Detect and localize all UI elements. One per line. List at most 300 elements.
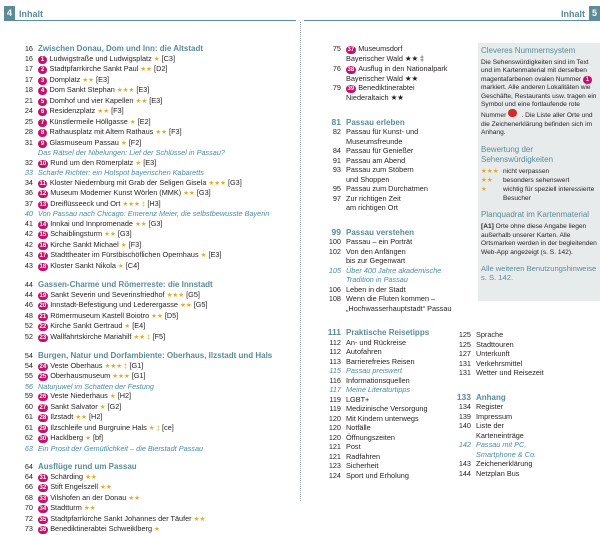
- toc-page-number: 119: [329, 394, 341, 404]
- rating-stars: ★★: [183, 190, 195, 197]
- toc-entry-text: [38, 219, 298, 230]
- toc-entry: [456, 421, 600, 431]
- toc-entry-continuation: [326, 175, 472, 185]
- toc-entry-label: Benediktinerabtei Schweiklberg: [50, 524, 152, 533]
- sight-number-badge-sample: 1: [583, 76, 592, 84]
- sight-number-badge: 39: [347, 86, 355, 92]
- toc-entry: [326, 165, 472, 175]
- toc-page-number: 119: [329, 404, 341, 413]
- rating-stars: ★★: [75, 414, 87, 421]
- toc-entry-label: Praktische Reisetipps: [346, 328, 430, 337]
- toc-entry-label: Ausflüge rund um Passau: [38, 462, 137, 471]
- toc-entry-continuation: [326, 256, 472, 266]
- toc-entry-label: Wallfahrtskirche Mariahilf: [50, 331, 132, 341]
- map-grid-ref: [D2]: [154, 64, 168, 73]
- toc-page-number: 31: [24, 137, 33, 147]
- toc-entry-label: Register: [476, 402, 504, 411]
- toc-entry: [326, 414, 472, 424]
- toc-entry: [326, 366, 472, 376]
- map-grid-ref: [ce]: [162, 422, 174, 432]
- toc-entry-label: Kloster Niedernburg mit Grab der Seligen Gisela: [49, 177, 207, 187]
- map-grid-ref: [G3]: [117, 229, 132, 238]
- toc-entry-text: [346, 156, 472, 166]
- section-spacer: [326, 213, 472, 228]
- toc-entry-continuation: [326, 203, 472, 213]
- toc-page-number: 40: [24, 209, 33, 218]
- toc-page-number: 134: [458, 402, 471, 411]
- toc-page-number: 54: [24, 351, 33, 360]
- toc-entry-text: [38, 85, 298, 96]
- section-spacer: [326, 103, 472, 118]
- toc-entry-label: Passau verstehen: [346, 227, 415, 237]
- map-grid-ref: [D5]: [164, 310, 179, 320]
- toc-entry-label: Innkai und Innpromenade: [50, 218, 133, 228]
- toc-entry-text: [346, 127, 472, 137]
- toc-entry: [22, 138, 298, 149]
- toc-entry-text: [476, 469, 600, 479]
- toc-entry: [326, 452, 472, 462]
- toc-entry: [22, 482, 298, 493]
- toc-page-number: 144: [458, 468, 471, 478]
- legend-stars: ★★: [481, 177, 493, 185]
- toc-entry-text: [38, 402, 298, 413]
- usage-info-box: [478, 43, 600, 301]
- toc-page-number: 131: [458, 358, 471, 368]
- toc-page-number: 64: [24, 471, 33, 481]
- toc-entry: [326, 64, 472, 74]
- toc-page-number: 121: [328, 442, 341, 451]
- toc-entry: [22, 64, 298, 75]
- toc-entry-text: [346, 471, 472, 481]
- toc-page-number: 60: [24, 401, 33, 411]
- toc-entry: [22, 219, 298, 230]
- toc-page-number: 46: [24, 300, 33, 309]
- toc-entry-label: Impressum: [476, 411, 513, 421]
- toc-entry-text: [346, 184, 472, 194]
- toc-page-number: 112: [329, 347, 341, 356]
- toc-page-number: 133: [456, 391, 471, 402]
- toc-entry-label: Passau zum Stöbern: [346, 165, 414, 174]
- toc-entry-text: [346, 376, 472, 386]
- toc-entry: [22, 209, 298, 219]
- sight-number-badge: 26: [39, 394, 47, 400]
- map-grid-ref: [F5]: [152, 331, 166, 341]
- toc-page-number: 52: [24, 321, 33, 330]
- toc-entry-text: [38, 127, 298, 138]
- toc-entry-label: Passau für Genießer: [346, 146, 414, 155]
- sight-number-badge: 5: [38, 98, 47, 106]
- toc-section-heading: [326, 328, 472, 338]
- toc-section-heading: [456, 393, 600, 403]
- toc-entry: [326, 146, 472, 156]
- section-spacer: [22, 271, 298, 280]
- toc-page-number: 112: [329, 337, 341, 347]
- toc-page-number: 55: [24, 371, 33, 380]
- toc-page-number: 44: [24, 289, 33, 299]
- sight-number-badge: 23: [39, 334, 47, 341]
- toc-entry-label: Passau – ein Porträt: [346, 237, 413, 246]
- toc-entry-label: Liste der: [476, 421, 504, 430]
- legend-stars: ★: [481, 186, 487, 194]
- toc-entry-text: [476, 330, 600, 340]
- toc-entry-label: Zeichenerklärung: [476, 459, 533, 468]
- toc-entry-label: Passau für Kunst- und: [346, 127, 419, 136]
- rating-stars: ★★★: [208, 179, 226, 187]
- toc-page-number: 52: [24, 331, 33, 341]
- toc-entry-label: Ilzschleife und Burgruine Hals: [50, 422, 147, 432]
- toc-entry: [326, 44, 472, 54]
- toc-page-number: 70: [24, 503, 33, 512]
- toc-entry: [22, 382, 298, 392]
- toc-page-number: 16: [24, 44, 33, 53]
- toc-entry-text: [38, 188, 298, 199]
- toc-entry: [326, 194, 472, 204]
- toc-entry-text: [38, 138, 298, 149]
- toc-page-number: 43: [24, 260, 33, 270]
- toc-entry-text: [38, 524, 298, 535]
- legend-row: [481, 168, 597, 176]
- toc-page-number: 91: [332, 155, 341, 165]
- rating-stars: ★★: [85, 473, 97, 481]
- toc-entry: [326, 404, 472, 414]
- toc-page-number: 17: [24, 74, 33, 84]
- toc-page-number: 143: [458, 459, 471, 468]
- toc-entry-label: Sport und Erholung: [346, 470, 409, 480]
- toc-page-number: 97: [332, 193, 341, 203]
- map-grid-ref: [G1]: [129, 360, 144, 370]
- rating-stars: ★: [124, 323, 131, 330]
- sight-number-badge: 32: [39, 485, 47, 491]
- toc-entry: [22, 261, 298, 272]
- toc-entry: [326, 237, 472, 247]
- toc-entry: [22, 402, 298, 413]
- toc-entry: [456, 459, 600, 469]
- toc-entry: [22, 158, 298, 169]
- toc-entry-label: Domplatz: [49, 74, 81, 84]
- rating-stars: ★★ ‡: [133, 333, 151, 341]
- map-grid-ref: [C4]: [125, 260, 140, 270]
- toc-page-number: 56: [24, 381, 33, 391]
- left-page-header: [4, 6, 47, 21]
- toc-page-number: 28: [24, 127, 33, 136]
- toc-entry-label: Von Passau nach Chicago: Emerenz Meier, die selbstbewusste Bayerin: [38, 209, 270, 218]
- box-footer-note: Alle weiteren Benutzungshinweise s. S. 142.: [481, 263, 597, 283]
- toc-entry: [326, 184, 472, 194]
- box-text-numbering: Die Sehenswürdigkeiten sind im Text und im Kartenmaterial mit derselben magentafarbenen ovalen Nummer 1 markiert. Alle anderen Lokalitäten wie Geschäfte, Restaurants usw. tragen ein Symbol und eine fortlaufende rote Nummer . Die Liste aller Orte und die Zeichenerklärung befinden sich im Anhang.: [481, 59, 597, 137]
- rating-stars: ★: [120, 241, 127, 249]
- toc-entry-text: [38, 382, 298, 392]
- toc-entry-text: [346, 433, 472, 443]
- sight-number-badge: 11: [39, 180, 46, 187]
- toc-page-number: 36: [24, 188, 33, 197]
- toc-entry-label: Kirche Sankt Gertraud: [50, 321, 123, 330]
- sight-number-badge: 27: [39, 404, 47, 411]
- rating-stars: ★★: [155, 129, 168, 136]
- toc-entry-text: [38, 444, 298, 454]
- box-title-rating: Bewertung der Sehenswürdigkeiten: [481, 144, 554, 164]
- toc-page-number: 99: [331, 226, 341, 237]
- toc-entry-label: Veste Niederhaus: [50, 391, 108, 400]
- toc-entry: [326, 433, 472, 443]
- toc-entry: [22, 240, 298, 251]
- sight-number-badge: 1: [38, 56, 47, 64]
- sight-number-badge: 10: [39, 160, 47, 167]
- toc-entry-label-cont: Niederaltaich ★★: [346, 93, 404, 102]
- toc-entry-text: [346, 347, 472, 357]
- toc-entry-label: Passau erleben: [346, 117, 405, 127]
- toc-entry-label: Kirche Sankt Michael: [50, 239, 119, 249]
- toc-entry-continuation: [326, 74, 472, 84]
- toc-entry-text: [346, 228, 472, 238]
- toc-entry-label: Vilshofen an der Donau: [50, 492, 127, 502]
- toc-entry: [326, 461, 472, 471]
- toc-entry-label: Stadtpfarrkirche Sankt Paul: [49, 64, 139, 73]
- right-header-rule: [304, 20, 600, 21]
- toc-entry-text: [476, 402, 600, 412]
- toc-entry-label: Burgen, Natur und Dorfambiente: Oberhaus, Ilzstadt und Hals: [38, 351, 273, 360]
- toc-entry-label-cont: Museumsfreunde: [346, 136, 403, 146]
- toc-page-number: 102: [328, 246, 341, 256]
- toc-entry-label: Museum Moderner Kunst Wörlen (MMK): [50, 188, 182, 197]
- map-grid-ref: [bf]: [92, 433, 104, 442]
- toc-entry-text: [38, 158, 298, 169]
- toc-entry-text: [38, 199, 298, 210]
- toc-entry-text: [38, 178, 298, 189]
- toc-entry: [22, 229, 298, 240]
- toc-entry-label: Sprache: [476, 330, 504, 339]
- toc-entry: [456, 412, 600, 422]
- toc-section-heading: [326, 228, 472, 238]
- toc-entry-label: Schärding: [50, 471, 84, 481]
- toc-entry-label: Meine Literaturtipps: [346, 385, 411, 394]
- left-page-number: 4: [4, 6, 15, 21]
- toc-page-number: 18: [24, 85, 33, 94]
- map-grid-ref: [E3]: [149, 95, 163, 105]
- toc-page-number: 59: [24, 391, 33, 400]
- map-grid-ref: [G2]: [107, 401, 122, 411]
- rating-stars: ★: [153, 55, 160, 63]
- toc-entry: [22, 472, 298, 483]
- toc-entry-label: Sankt Salvator: [50, 401, 98, 411]
- map-grid-ref: [F3]: [169, 127, 182, 136]
- toc-entry-label: Passau mit PC,: [476, 440, 527, 449]
- toc-entry: [22, 300, 298, 311]
- sight-number-badge: 24: [39, 363, 47, 370]
- map-grid-ref: [H3]: [147, 198, 161, 208]
- section-spacer: [456, 378, 600, 393]
- map-grid-ref: [E3]: [143, 157, 157, 167]
- toc-entry-label: Museumsdorf: [358, 44, 403, 53]
- toc-entry-label: Stadttheater im Fürstbischöflichen Opernhaus: [50, 250, 199, 259]
- toc-entry-text: [38, 503, 298, 514]
- section-spacer: [22, 453, 298, 462]
- toc-entry-label: Netzplan Bus: [476, 468, 520, 478]
- box-text-grid: [A1] Orte ohne diese Angabe liegen außerhalb unserer Karten. Alle Ortsmarken werden in der begleitenden Web-App angezeigt (s. S. 142).: [481, 223, 597, 256]
- toc-entry: [326, 357, 472, 367]
- toc-page-number: 34: [24, 177, 33, 187]
- toc-entry: [326, 294, 472, 304]
- box-title-grid: Planquadrat im Kartenmaterial: [481, 210, 590, 220]
- rating-stars: ★★: [128, 494, 141, 502]
- toc-entry-label: Ausflug in den Nationalpark: [358, 63, 448, 73]
- toc-entry-text: [476, 393, 600, 403]
- toc-page-number: 64: [24, 462, 33, 471]
- toc-entry-text: [346, 294, 472, 304]
- rating-stars: ★★: [180, 302, 192, 309]
- toc-entry: [22, 117, 298, 128]
- toc-entry-text: [38, 54, 298, 65]
- rating-stars: ★: [85, 435, 91, 442]
- toc-page-number: 105: [328, 265, 341, 275]
- map-grid-ref: [C3]: [161, 53, 175, 63]
- toc-entry: [22, 423, 298, 434]
- toc-entry-label: Rund um den Römerplatz: [50, 157, 134, 167]
- toc-page-number: 117: [329, 385, 341, 394]
- toc-entry: [326, 156, 472, 166]
- toc-page-number: 63: [24, 443, 33, 453]
- toc-entry: [22, 361, 298, 372]
- toc-entry-text: [346, 395, 472, 405]
- toc-page-number: 21: [24, 95, 33, 105]
- toc-entry-label-cont: Bayerischer Wald ★★ ‡: [346, 54, 425, 63]
- toc-entry-label: Künstlermeile Höllgasse: [49, 116, 128, 126]
- rating-stars: ★: [135, 159, 142, 167]
- toc-entry-text: [38, 240, 298, 251]
- sight-number-badge: 3: [38, 77, 47, 85]
- map-grid-ref: [E3]: [136, 85, 150, 94]
- toc-entry: [326, 385, 472, 395]
- toc-entry-label: Ein Prosit der Gemütlichkeit – die Bierstadt Passau: [38, 443, 204, 453]
- toc-page-number: 48: [24, 310, 33, 320]
- toc-entry-text: [346, 64, 472, 74]
- toc-page-number: 84: [332, 146, 341, 155]
- rating-stars: ★: [109, 393, 116, 400]
- toc-section-heading: [22, 462, 298, 472]
- map-grid-ref: [E4]: [132, 321, 146, 330]
- rating-stars: ★: [117, 262, 124, 270]
- toc-entry-text: [38, 493, 298, 504]
- sight-number-badge: 25: [39, 374, 47, 380]
- toc-entry: [326, 338, 472, 348]
- sight-number-badge: 17: [39, 253, 47, 259]
- toc-entry-continuation: [326, 137, 472, 147]
- toc-entry-continuation: [456, 431, 600, 441]
- sight-number-badge: 7: [38, 119, 47, 127]
- toc-entry-label: Stadtturm: [50, 503, 82, 512]
- sight-number-badge: 34: [39, 506, 47, 512]
- toc-entry-label: Schaiblingsturm: [50, 229, 103, 238]
- rating-stars: ★★★ ‡: [104, 362, 128, 370]
- toc-entry-text: [346, 385, 472, 395]
- toc-entry-text: [346, 366, 472, 376]
- toc-entry-label: Naturjuwel im Schatten der Festung: [38, 381, 154, 391]
- toc-entry-text: [346, 357, 472, 367]
- right-page-header: [557, 6, 600, 21]
- map-grid-ref: [H2]: [89, 412, 103, 421]
- toc-entry-text: [346, 44, 472, 54]
- toc-page-number: 37: [24, 198, 33, 208]
- toc-entry-label: Ludwigstraße und Ludwigsplatz: [49, 53, 152, 63]
- toc-entry-text: [346, 452, 472, 462]
- toc-entry-text: [346, 442, 472, 452]
- toc-entry-label: Glasmuseum Passau: [49, 137, 119, 147]
- toc-entry: [22, 250, 298, 261]
- toc-page-number: 120: [328, 432, 341, 442]
- legend-label: nicht verpassen: [503, 167, 550, 175]
- toc-entry-text: [38, 391, 298, 402]
- toc-page-number: 116: [329, 375, 341, 385]
- toc-entry-text: [346, 404, 472, 414]
- toc-entry-label: Passau preiswert: [346, 366, 402, 375]
- rating-stars: ★★★: [116, 87, 135, 94]
- red-number-badge-sample: [508, 109, 517, 117]
- toc-page-number: 82: [332, 127, 341, 136]
- toc-entry-label: Verkehrsmittel: [476, 358, 523, 368]
- toc-entry-label: Informationsquellen: [346, 375, 410, 385]
- toc-entry-label: Oberhausmuseum: [50, 371, 111, 380]
- toc-page-number: 123: [328, 461, 341, 470]
- toc-entry-text: [38, 280, 298, 290]
- toc-page-number: 24: [24, 106, 33, 115]
- toc-entry: [22, 412, 298, 423]
- rating-stars: ★: [99, 403, 106, 411]
- toc-entry: [22, 188, 298, 199]
- toc-entry-label: Post: [346, 442, 361, 451]
- toc-page-number: 72: [24, 513, 33, 523]
- toc-entry-text: [38, 106, 298, 117]
- toc-entry-label: Notfälle: [346, 423, 371, 432]
- toc-entry-label-cont: Bayerischer Wald ★★: [346, 73, 419, 83]
- toc-page-number: 125: [458, 339, 471, 349]
- toc-entry-label: LGBT+: [346, 394, 370, 404]
- toc-entry: [326, 423, 472, 433]
- toc-entry-label: Passau am Abend: [346, 155, 406, 165]
- toc-entry-text: [38, 168, 298, 178]
- box-title-numbering: Cleveres Nummernsystem: [481, 46, 576, 55]
- sight-number-badge: 14: [39, 221, 47, 228]
- sight-number-badge: 4: [38, 87, 47, 95]
- map-grid-ref: [G3]: [196, 188, 211, 197]
- toc-page-number: 120: [328, 423, 341, 432]
- toc-entry-label-cont: Smartphone & Co.: [476, 449, 537, 459]
- toc-entry-label: Wenn die Fluten kommen –: [346, 294, 436, 303]
- toc-page-number: 131: [458, 368, 471, 377]
- rating-stars: ★★★ ‡: [122, 200, 146, 208]
- toc-entry-label: Zwischen Donau, Dom und Inn: die Altstadt: [38, 44, 204, 53]
- toc-entry-label: Leben in der Stadt: [346, 284, 406, 294]
- sight-number-badge: 20: [39, 303, 47, 309]
- toc-entry-text: [38, 148, 298, 158]
- sight-number-badge: 28: [39, 415, 47, 421]
- toc-entry: [456, 440, 600, 450]
- toc-page-number: 73: [24, 524, 33, 533]
- rating-stars: ★★: [135, 97, 148, 105]
- toc-entry: [326, 266, 472, 276]
- toc-entry: [22, 311, 298, 322]
- toc-entry-label: Wetter und Reisezeit: [476, 368, 544, 377]
- toc-entry: [326, 127, 472, 137]
- toc-entry: [326, 376, 472, 386]
- toc-page-number: 115: [329, 366, 341, 375]
- toc-page-number: 25: [24, 116, 33, 126]
- toc-entry-text: [38, 371, 298, 382]
- toc-entry: [326, 347, 472, 357]
- toc-entry-text: [38, 482, 298, 493]
- toc-entry: [22, 514, 298, 525]
- toc-entry-label-cont: bis zur Gegenwart: [346, 256, 406, 265]
- toc-entry-text: [476, 359, 600, 369]
- toc-entry-text: [38, 351, 298, 361]
